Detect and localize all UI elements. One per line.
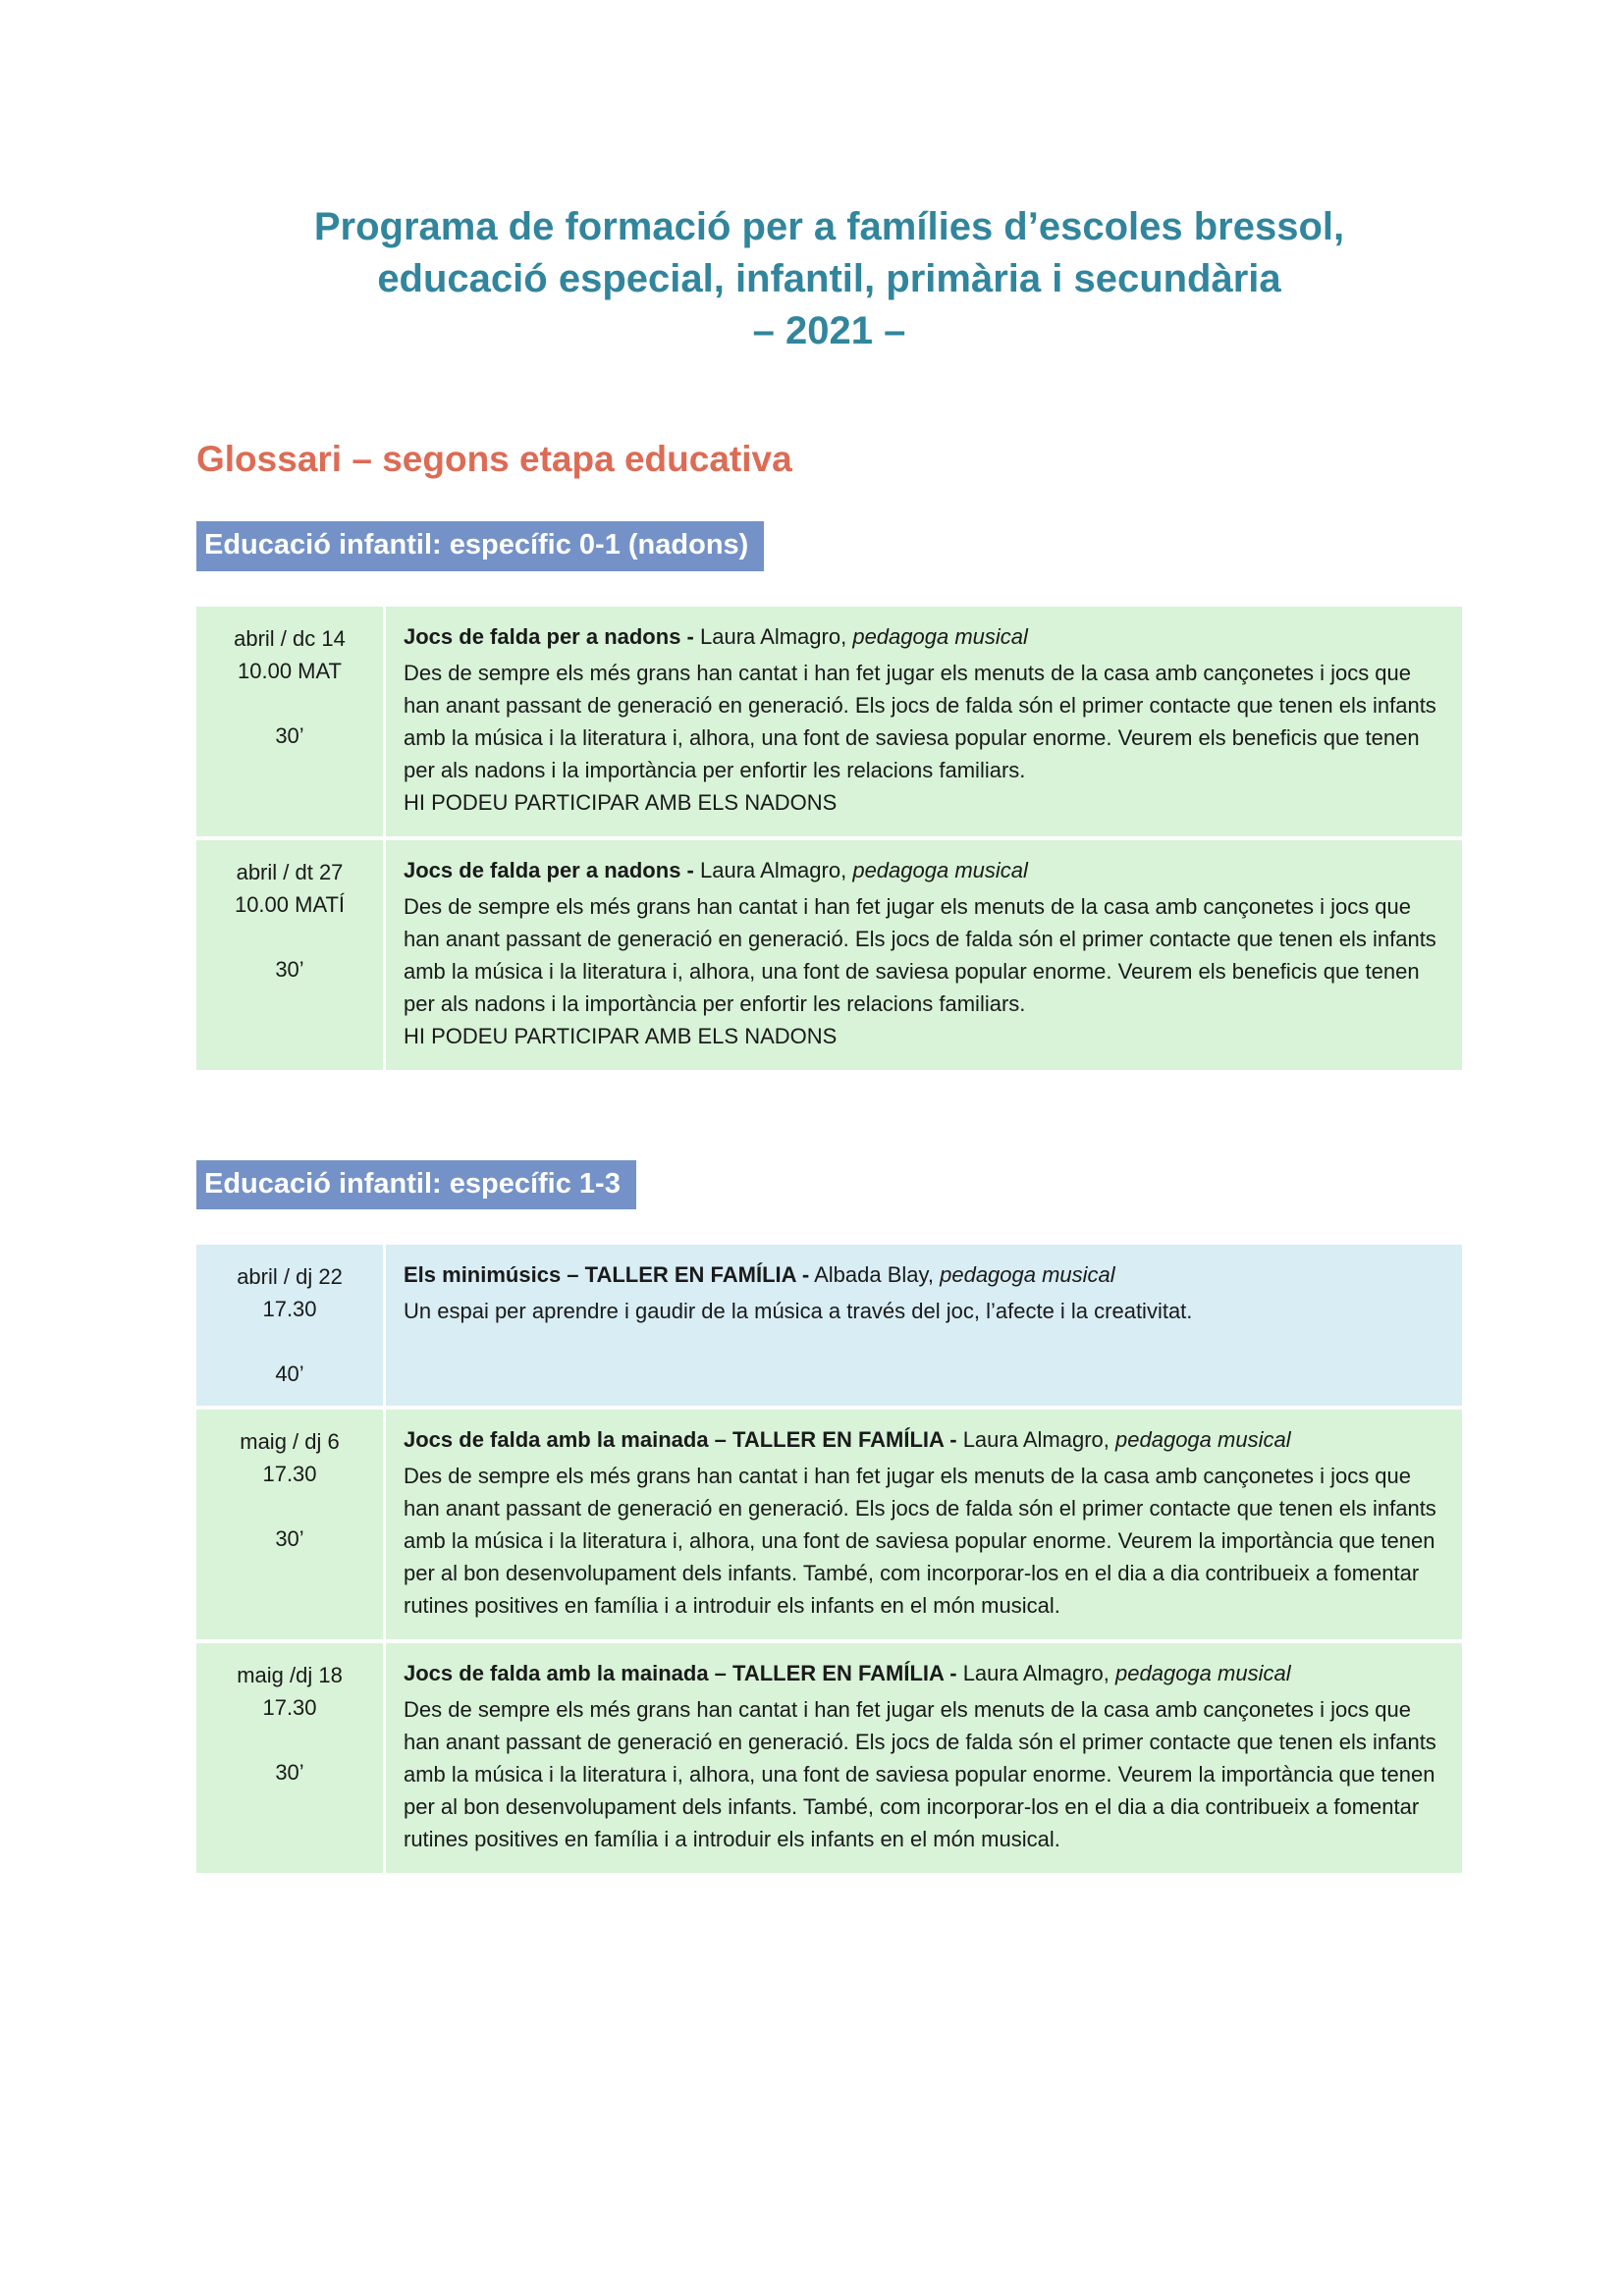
section-infantil-1-3: [196, 1160, 1462, 1874]
event-speaker-role: pedagoga musical: [940, 1262, 1115, 1288]
event-note: HI PODEU PARTICIPAR AMB ELS NADONS: [404, 1023, 838, 1048]
schedule-row: [196, 1245, 1462, 1406]
event-speaker-role: pedagoga musical: [1115, 1427, 1291, 1453]
row-date: abril / dt 27: [236, 859, 344, 884]
glossary-heading: Glossari – segons etapa educativa: [196, 439, 792, 480]
document-title-line2: educació especial, infantil, primària i secundària: [377, 256, 1281, 300]
schedule-row: [196, 1643, 1462, 1873]
content-cell: [386, 1245, 1462, 1406]
row-time: 17.30: [262, 1297, 317, 1322]
event-speaker-role: pedagoga musical: [852, 623, 1028, 649]
document-title: [196, 201, 1462, 356]
row-time: 17.30: [262, 1462, 317, 1487]
content-cell: [386, 840, 1462, 1070]
event-speaker: Laura Almagro,: [700, 623, 847, 649]
document-title-line3: – 2021 –: [752, 308, 906, 352]
date-cell: [196, 607, 383, 836]
event-name: Jocs de falda per a nadons -: [404, 857, 694, 882]
date-cell: [196, 1410, 383, 1639]
section-header-infantil-1-3: Educació infantil: específic 1-3: [196, 1160, 636, 1210]
schedule-row: [196, 1410, 1462, 1639]
event-description: Des de sempre els més grans han cantat i han fet jugar els menuts de la casa amb cançonetes i jocs que han anant passant de generació en generació. Els jocs de falda són el primer contacte que tenen els infants amb la música i la literatura i, alhora, una font de saviesa popular enorme. Veurem els beneficis que tenen per als nadons i la importància per enfortir les relacions familiars.: [404, 893, 1436, 1016]
row-duration: 40’: [275, 1362, 304, 1387]
schedule-table-0-1: [196, 607, 1462, 1070]
event-name: Els minimúsics – TALLER EN FAMÍLIA -: [404, 1262, 810, 1288]
schedule-table-1-3: [196, 1245, 1462, 1873]
document-title-line1: Programa de formació per a famílies d’escoles bressol,: [313, 205, 1345, 248]
row-date: abril / dc 14: [234, 625, 346, 651]
section-infantil-0-1: [196, 521, 1462, 1070]
row-time: 10.00 MATÍ: [234, 891, 346, 917]
event-note: HI PODEU PARTICIPAR AMB ELS NADONS: [404, 789, 838, 815]
event-speaker: Laura Almagro,: [700, 857, 847, 882]
event-title-line: [404, 854, 1440, 886]
event-speaker: Laura Almagro,: [962, 1427, 1110, 1453]
row-date: abril / dj 22: [237, 1264, 343, 1290]
row-date: maig /dj 18: [237, 1663, 343, 1688]
content-cell: [386, 1643, 1462, 1873]
row-time: 10.00 MAT: [238, 658, 342, 683]
date-cell: [196, 1245, 383, 1406]
section-header-infantil-0-1: Educació infantil: específic 0-1 (nadons): [196, 521, 764, 571]
row-duration: 30’: [275, 956, 304, 982]
row-time: 17.30: [262, 1695, 317, 1721]
row-duration: 30’: [275, 1760, 304, 1786]
event-title-line: [404, 1258, 1440, 1291]
row-duration: 30’: [275, 1526, 304, 1552]
event-speaker-role: pedagoga musical: [1115, 1661, 1291, 1686]
event-title-line: [404, 1657, 1440, 1689]
date-cell: [196, 840, 383, 1070]
event-title-line: [404, 620, 1440, 653]
event-description: Un espai per aprendre i gaudir de la música a través del joc, l’afecte i la creativitat.: [404, 1299, 1193, 1324]
event-description: Des de sempre els més grans han cantat i han fet jugar els menuts de la casa amb cançonetes i jocs que han anant passant de generació en generació. Els jocs de falda són el primer contacte que tenen els infants amb la música i la literatura i, alhora, una font de saviesa popular enorme. Veurem els beneficis que tenen per als nadons i la importància per enfortir les relacions familiars.: [404, 660, 1436, 782]
content-cell: [386, 1410, 1462, 1639]
date-cell: [196, 1643, 383, 1873]
event-speaker: Laura Almagro,: [962, 1661, 1110, 1686]
event-description: Des de sempre els més grans han cantat i han fet jugar els menuts de la casa amb cançonetes i jocs que han anant passant de generació en generació. Els jocs de falda són el primer contacte que tenen els infants amb la música i la literatura i, alhora, una font de saviesa popular enorme. Veurem la importància que tenen per al bon desenvolupament dels infants. També, com incorporar-los en el dia a dia contribueix a fomentar rutines positives en família i a introduir els infants en el món musical.: [404, 1464, 1436, 1619]
schedule-row: [196, 607, 1462, 836]
row-date: maig / dj 6: [240, 1429, 340, 1455]
row-duration: 30’: [275, 722, 304, 748]
content-cell: [386, 607, 1462, 836]
event-description: Des de sempre els més grans han cantat i han fet jugar els menuts de la casa amb cançonetes i jocs que han anant passant de generació en generació. Els jocs de falda són el primer contacte que tenen els infants amb la música i la literatura i, alhora, una font de saviesa popular enorme. Veurem la importància que tenen per al bon desenvolupament dels infants. També, com incorporar-los en el dia a dia contribueix a fomentar rutines positives en família i a introduir els infants en el món musical.: [404, 1697, 1436, 1852]
event-name: Jocs de falda per a nadons -: [404, 623, 694, 649]
event-name: Jocs de falda amb la mainada – TALLER EN FAMÍLIA -: [404, 1427, 957, 1453]
event-speaker: Albada Blay,: [814, 1262, 934, 1288]
event-name: Jocs de falda amb la mainada – TALLER EN FAMÍLIA -: [404, 1661, 957, 1686]
schedule-row: [196, 840, 1462, 1070]
event-title-line: [404, 1423, 1440, 1456]
event-speaker-role: pedagoga musical: [852, 857, 1028, 882]
